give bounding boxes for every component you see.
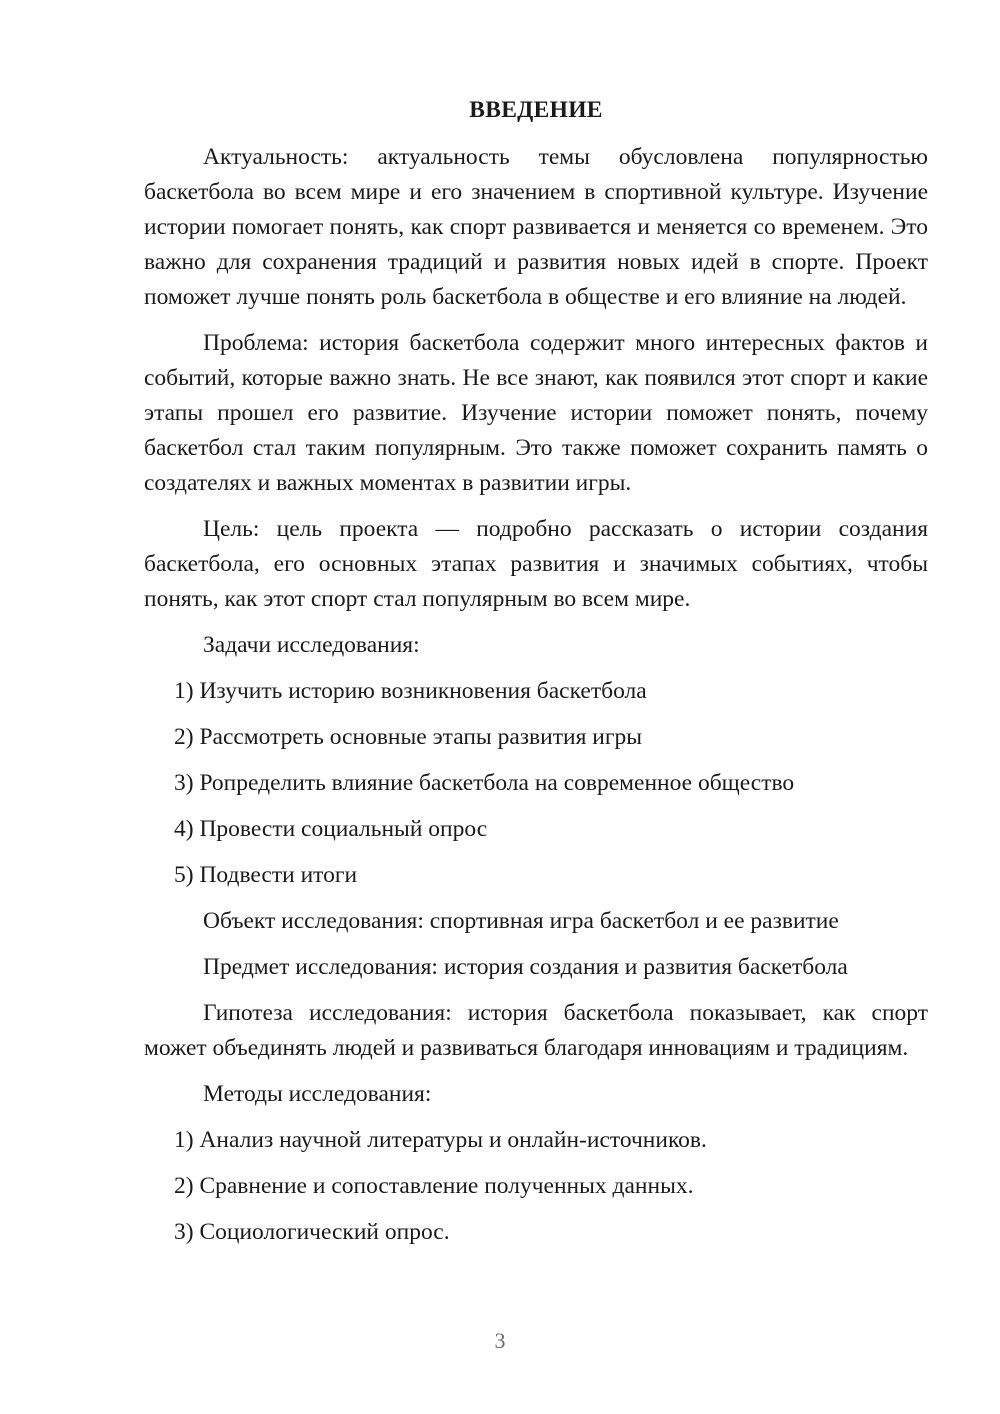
list-item: 3) Ропределить влияние баскетбола на современное общество	[174, 770, 795, 796]
list-item: 3) Социологический опрос.	[174, 1219, 450, 1245]
list-item: 1) Изучить историю возникновения баскетбола	[174, 678, 647, 704]
list-item: 4) Провести социальный опрос	[174, 816, 488, 842]
page-content	[144, 93, 928, 1261]
list-item: 1) Анализ научной литературы и онлайн-источников.	[174, 1127, 707, 1153]
tasks-heading: Задачи исследования:	[203, 632, 420, 658]
methods-list	[144, 1123, 928, 1250]
hypothesis-paragraph: Гипотеза исследования: история баскетбола показывает, как спорт может объединять людей и развиваться благодаря инновациям и традициям.	[144, 1000, 928, 1061]
section-title: ВВЕДЕНИЕ	[469, 97, 603, 123]
object-line: Объект исследования: спортивная игра баскетбол и ее развитие	[203, 908, 839, 934]
list-item: 5) Подвести итоги	[174, 862, 358, 888]
methods-heading: Методы исследования:	[203, 1081, 432, 1107]
page-number: 3	[494, 1328, 506, 1353]
problem-paragraph: Проблема: история баскетбола содержит много интересных фактов и событий, которые важно знать. Не все знают, как появился этот спорт и какие этапы прошел его развитие. Изучение истории поможет понять, почему баскетбол стал таким популярным. Это также поможет сохранить память о создателях и важных моментах в развитии игры.	[144, 330, 928, 496]
subject-line: Предмет исследования: история создания и развития баскетбола	[203, 954, 848, 980]
goal-paragraph: Цель: цель проекта — подробно рассказать о истории создания баскетбола, его основных этапах развития и значимых событиях, чтобы понять, как этот спорт стал популярным во всем мире.	[144, 516, 928, 612]
list-item: 2) Рассмотреть основные этапы развития игры	[174, 724, 643, 750]
tasks-list	[144, 674, 928, 893]
list-item: 2) Сравнение и сопоставление полученных данных.	[174, 1173, 694, 1199]
relevance-paragraph: Актуальность: актуальность темы обусловлена популярностью баскетбола во всем мире и его значением в спортивной культуре. Изучение истории помогает понять, как спорт развивается и меняется со временем. Это важно для сохранения традиций и развития новых идей в спорте. Проект поможет лучше понять роль баскетбола в обществе и его влияние на людей.	[144, 144, 928, 310]
